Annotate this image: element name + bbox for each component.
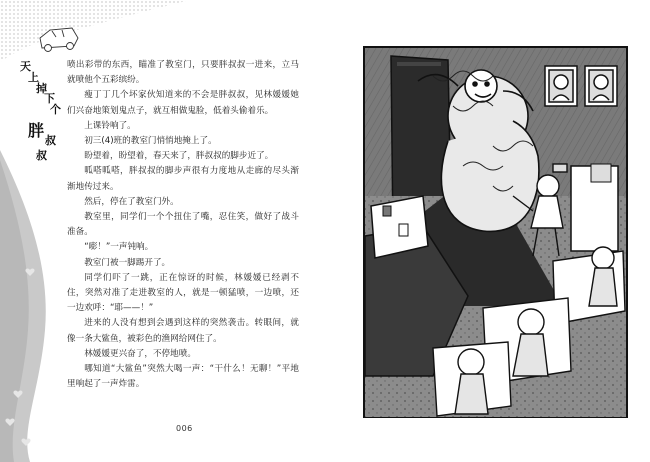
series-title-char: 下 <box>44 92 55 105</box>
right-page <box>325 0 650 462</box>
series-title-char: 胖 <box>28 121 45 140</box>
paragraph: 瘦丁丁几个坏家伙知道来的不会是胖叔叔，见林媛媛她们兴奋地策划鬼点子，就互相做鬼脸，低着头偷着乐。 <box>67 90 299 116</box>
series-title-char: 叔 <box>45 134 56 147</box>
classroom-illustration <box>363 46 628 418</box>
paragraph: 盼望着，盼望着，春天来了，胖叔叔的脚步近了。 <box>84 151 274 162</box>
paragraph: 呱嗒呱嗒，胖叔叔的脚步声很有力度地从走廊的尽头渐渐地传过来。 <box>67 166 299 192</box>
paragraph: 哪知道“大鲨鱼”突然大喝一声：“干什么！无聊！”平地里响起了一声炸雷。 <box>67 364 299 390</box>
series-title-char: 个 <box>50 103 61 116</box>
story-text <box>67 58 299 392</box>
series-title-char: 上 <box>28 71 39 84</box>
paragraph: 教室门被一脚踢开了。 <box>84 257 171 268</box>
paragraph: 喷出彩带的东西，瞄准了教室门，只要胖叔叔一进来，立马就喷他个五彩缤纷。 <box>67 60 299 86</box>
paragraph: 同学们吓了一跳，正在惊讶的时候，林媛媛已经剥不住，突然对准了走进教室的人，就是一顿猛喷，一边喷，还一边欢呼：“耶——！” <box>67 272 299 314</box>
paragraph: 上课铃响了。 <box>84 120 136 131</box>
page-number: 006 <box>176 424 193 433</box>
paragraph: 然后，停在了教室门外。 <box>84 196 179 207</box>
paragraph: 林媛媛更兴奋了，不停地喷。 <box>84 348 196 359</box>
series-title-char: 叔 <box>36 149 47 162</box>
paragraph: 进来的人没有想到会遇到这样的突然袭击。转眼间，就像一条大鲨鱼，被彩色的渔网给网住了。 <box>67 318 299 344</box>
series-title-char: 掉 <box>36 82 47 95</box>
paragraph: 教室里，同学们一个个扭住了嘴，忍住笑，做好了战斗准备。 <box>67 212 299 238</box>
paragraph: “嘭！”一声钝响。 <box>84 242 154 253</box>
series-title <box>14 52 66 172</box>
paragraph: 初三(4)班的教室门悄悄地掩上了。 <box>84 136 217 147</box>
series-title-char: 天 <box>20 60 31 73</box>
student-figure <box>433 342 511 416</box>
